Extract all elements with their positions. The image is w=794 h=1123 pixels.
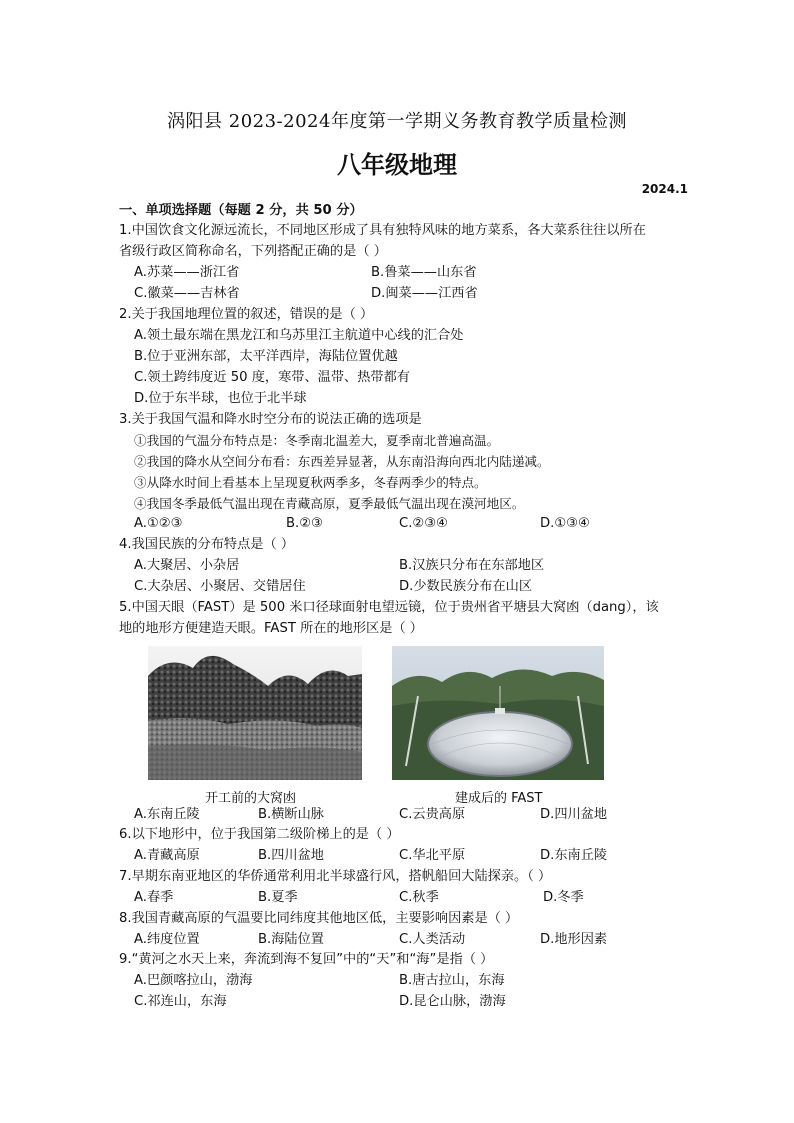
q8-option-c: C.人类活动 [399,932,466,947]
q5-option-d: D.四川盆地 [540,807,608,822]
q3-option-b: B.②③ [286,516,323,531]
photo-caption-before: 开工前的大窝凼 [205,791,297,806]
q6-option-a: A.青藏高原 [134,848,200,863]
q3-statement-1: ①我国的气温分布特点是：冬季南北温差大，夏季南北普遍高温。 [134,433,500,448]
q4-option-b: B.汉族只分布在东部地区 [399,558,545,573]
q4-option-a: A.大聚居、小杂居 [134,558,240,573]
q7-option-a: A.春季 [134,890,174,905]
question-3-stem: 3.关于我国气温和降水时空分布的说法正确的选项是 [119,412,422,427]
question-9-stem: 9.“黄河之水天上来，奔流到海不复回”中的“天”和“海”是指（ ） [119,952,494,967]
q8-option-b: B.海陆位置 [258,932,324,947]
q6-option-c: C.华北平原 [399,848,466,863]
q3-statement-3: ③从降水时间上看基本上呈现夏秋两季多，冬春两季少的特点。 [134,475,487,490]
question-4-stem: 4.我国民族的分布特点是（ ） [119,537,295,552]
q6-option-d: D.东南丘陵 [540,848,608,863]
q4-option-c: C.大杂居、小聚居、交错居住 [134,579,306,594]
q3-option-a: A.①②③ [134,516,183,531]
q3-option-c: C.②③④ [399,516,448,531]
q8-option-d: D.地形因素 [540,932,608,947]
question-5-line-2: 地的地形方便建造天眼。FAST 所在的地形区是（ ） [119,621,423,636]
question-8-stem: 8.我国青藏高原的气温要比同纬度其他地区低，主要影响因素是（ ） [119,911,519,926]
fast-telescope-image [392,646,604,780]
q5-option-c: C.云贵高原 [399,807,466,822]
q2-option-c: C.领土跨纬度近 50 度，寒带、温带、热带都有 [134,370,410,385]
q5-option-a: A.东南丘陵 [134,807,200,822]
question-1-line-1: 1.中国饮食文化源远流长，不同地区形成了具有独特风味的地方菜系，各大菜系往往以所在 [119,223,646,238]
q7-option-c: C.秋季 [399,890,439,905]
q9-option-d: D.昆仑山脉，渤海 [399,994,506,1009]
section-heading: 一、单项选择题（每题 2 分，共 50 分） [119,203,363,218]
question-1-line-2: 省级行政区简称命名，下列搭配正确的是（ ） [119,244,387,259]
q2-option-b: B.位于亚洲东部，太平洋西岸，海陆位置优越 [134,349,398,364]
photo-after-construction [392,646,604,780]
q4-option-d: D.少数民族分布在山区 [399,579,533,594]
q9-option-a: A.巴颜喀拉山，渤海 [134,973,253,988]
q5-option-b: B.横断山脉 [258,807,324,822]
q1-option-c: C.徽菜——吉林省 [134,286,240,301]
question-5-line-1: 5.中国天眼（FAST）是 500 米口径球面射电望远镜，位于贵州省平塘县大窝凼（dang），该 [119,600,659,615]
photo-before-construction [148,646,362,780]
question-6-stem: 6.以下地形中，位于我国第二级阶梯上的是（ ） [119,827,400,842]
q2-option-a: A.领土最东端在黑龙江和乌苏里江主航道中心线的汇合处 [134,328,464,343]
subject-title: 八年级地理 [337,150,457,179]
q8-option-a: A.纬度位置 [134,932,200,947]
exam-date: 2024.1 [641,182,688,196]
q1-option-a: A.苏菜——浙江省 [134,265,240,280]
karst-landscape-image [148,646,362,780]
q3-option-d: D.①③④ [540,516,590,531]
exam-title: 涡阳县 2023-2024年度第一学期义务教育教学质量检测 [167,111,627,132]
photo-caption-after: 建成后的 FAST [455,791,543,806]
q3-statement-2: ②我国的降水从空间分布看：东西差异显著，从东南沿海向西北内陆递减。 [134,454,550,469]
question-7-stem: 7.早期东南亚地区的华侨通常利用北半球盛行风，搭帆船回大陆探亲。（ ） [119,869,552,884]
q6-option-b: B.四川盆地 [258,848,324,863]
q7-option-d: D.冬季 [543,890,584,905]
q1-option-d: D.闽菜——江西省 [371,286,478,301]
q2-option-d: D.位于东半球，也位于北半球 [134,391,307,406]
question-2-stem: 2.关于我国地理位置的叙述，错误的是（ ） [119,307,374,322]
q7-option-b: B.夏季 [258,890,298,905]
q3-statement-4: ④我国冬季最低气温出现在青藏高原，夏季最低气温出现在漠河地区。 [134,496,525,511]
q9-option-b: B.唐古拉山，东海 [399,973,505,988]
q1-option-b: B.鲁菜——山东省 [371,265,477,280]
q9-option-c: C.祁连山，东海 [134,994,227,1009]
